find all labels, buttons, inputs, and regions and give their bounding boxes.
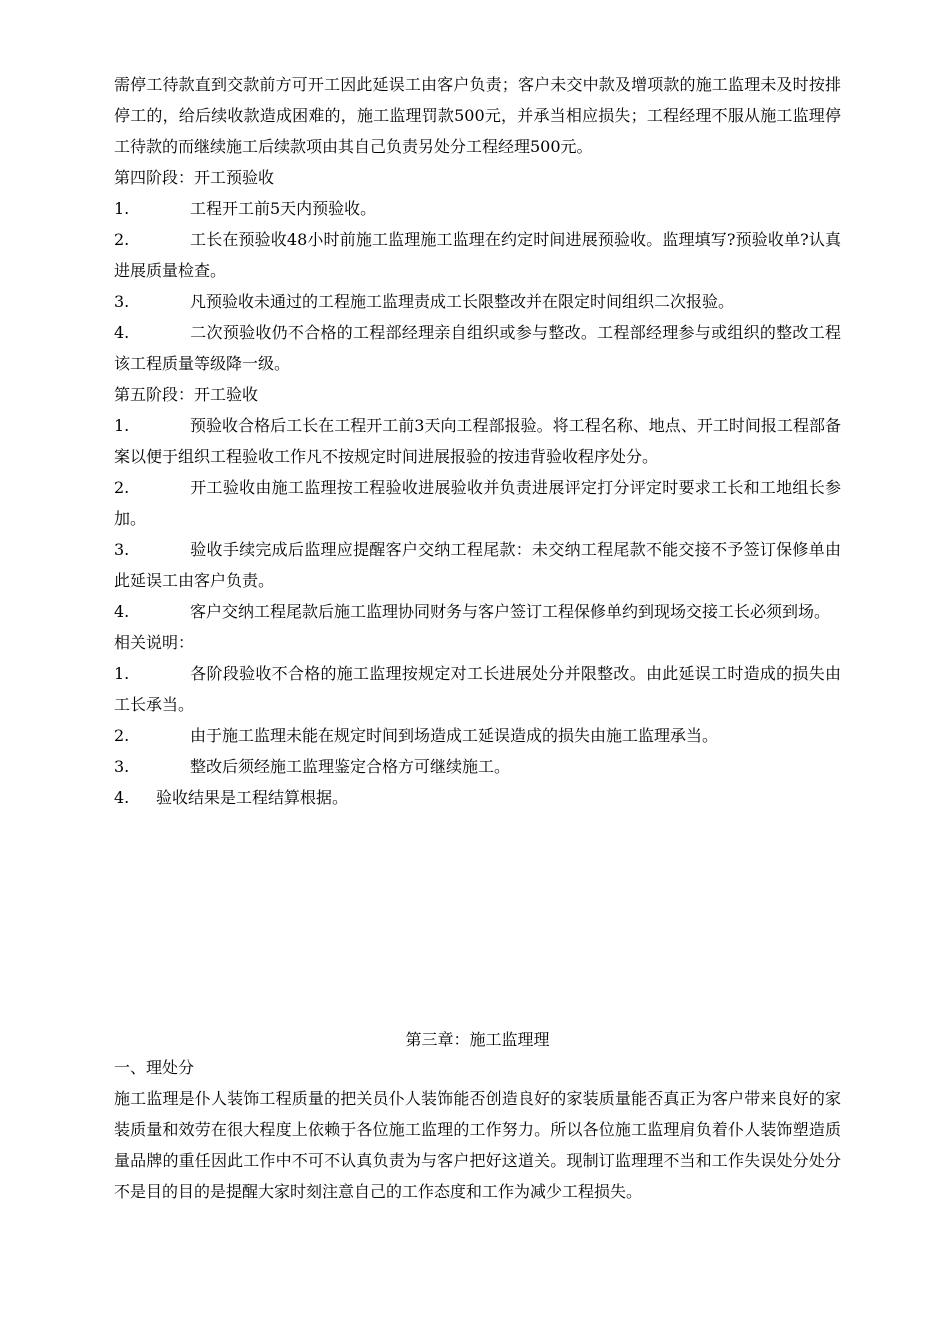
item-number: 1. (114, 416, 130, 435)
stage4-item-3 (114, 286, 841, 317)
item-number: 3. (114, 540, 130, 559)
stage5-item-2 (114, 472, 841, 534)
item-number: 2. (114, 478, 130, 497)
stage5-item-3 (114, 534, 841, 596)
item-number: 4. (114, 323, 130, 342)
item-number: 4. (114, 788, 130, 807)
item-text: 工程开工前5天内预验收。 (190, 199, 377, 218)
notes-heading: 相关说明： (114, 633, 195, 652)
item-text: 验收结果是工程结算根据。 (156, 788, 349, 807)
item-text: 工长在预验收48小时前施工监理施工监理在约定时间进展预验收。监理填写?预验收单?认真进展质量检查。 (114, 230, 841, 280)
item-number: 2. (114, 230, 130, 249)
lower-text-block (114, 1052, 841, 1207)
item-number: 3. (114, 757, 130, 776)
chapter-title: 第三章：施工监理理 (405, 1030, 550, 1049)
item-text: 预验收合格后工长在工程开工前3天向工程部报验。将工程名称、地点、开工时间报工程部备案以便于组织工程验收工作凡不按规定时间进展报验的按违背验收程序处分。 (114, 416, 841, 466)
stage5-item-1 (114, 410, 841, 472)
item-text: 各阶段验收不合格的施工监理按规定对工长进展处分并限整改。由此延误工时造成的损失由工长承当。 (114, 664, 841, 714)
upper-text-block (114, 69, 841, 813)
stage5-item-4 (114, 596, 841, 627)
notes-item-4 (114, 782, 841, 813)
stage4-item-1 (114, 193, 841, 224)
item-number: 1. (114, 199, 130, 218)
item-text: 二次预验收仍不合格的工程部经理亲自组织或参与整改。工程部经理参与或组织的整改工程该工程质量等级降一级。 (114, 323, 841, 373)
item-text: 凡预验收未通过的工程施工监理责成工长限整改并在限定时间组织二次报验。 (190, 292, 735, 311)
item-text: 客户交纳工程尾款后施工监理协同财务与客户签订工程保修单约到现场交接工长必须到场。 (190, 602, 831, 621)
stage4-heading: 第四阶段：开工预验收 (114, 168, 275, 187)
stage5-heading: 第五阶段：开工验收 (114, 385, 259, 404)
intro-paragraph: 需停工待款直到交款前方可开工因此延误工由客户负责；客户未交中款及增项款的施工监理未及时按排停工的，给后续收款造成困难的，施工监理罚款500元，并承当相应损失；工程经理不服从施工监理停工待款的而继续施工后续款项由其自己负责另处分工程经理500元。 (114, 75, 841, 156)
stage4-item-2 (114, 224, 841, 286)
chapter-body-paragraph: 施工监理是仆人装饰工程质量的把关员仆人装饰能否创造良好的家装质量能否真正为客户带来良好的家装质量和效劳在很大程度上依赖于各位施工监理的工作努力。所以各位施工监理肩负着仆人装饰塑造质量品牌的重任因此工作中不可不认真负责为与客户把好这道关。现制订监理理不当和工作失误处分处分不是目的目的是提醒大家时刻注意自己的工作态度和工作为减少工程损失。 (114, 1089, 841, 1201)
item-text: 验收手续完成后监理应提醒客户交纳工程尾款：未交纳工程尾款不能交接不予签订保修单由此延误工由客户负责。 (114, 540, 841, 590)
stage4-item-4 (114, 317, 841, 379)
section-heading: 一、理处分 (114, 1058, 195, 1077)
item-number: 4. (114, 602, 130, 621)
item-text: 开工验收由施工监理按工程验收进展验收并负责进展评定打分评定时要求工长和工地组长参加。 (114, 478, 841, 528)
notes-item-2 (114, 720, 841, 751)
item-number: 3. (114, 292, 130, 311)
item-text: 由于施工监理未能在规定时间到场造成工延误造成的损失由施工监理承当。 (190, 726, 719, 745)
item-text: 整改后须经施工监理鉴定合格方可继续施工。 (190, 757, 511, 776)
notes-item-3 (114, 751, 841, 782)
item-number: 1. (114, 664, 130, 683)
notes-item-1 (114, 658, 841, 720)
item-number: 2. (114, 726, 130, 745)
